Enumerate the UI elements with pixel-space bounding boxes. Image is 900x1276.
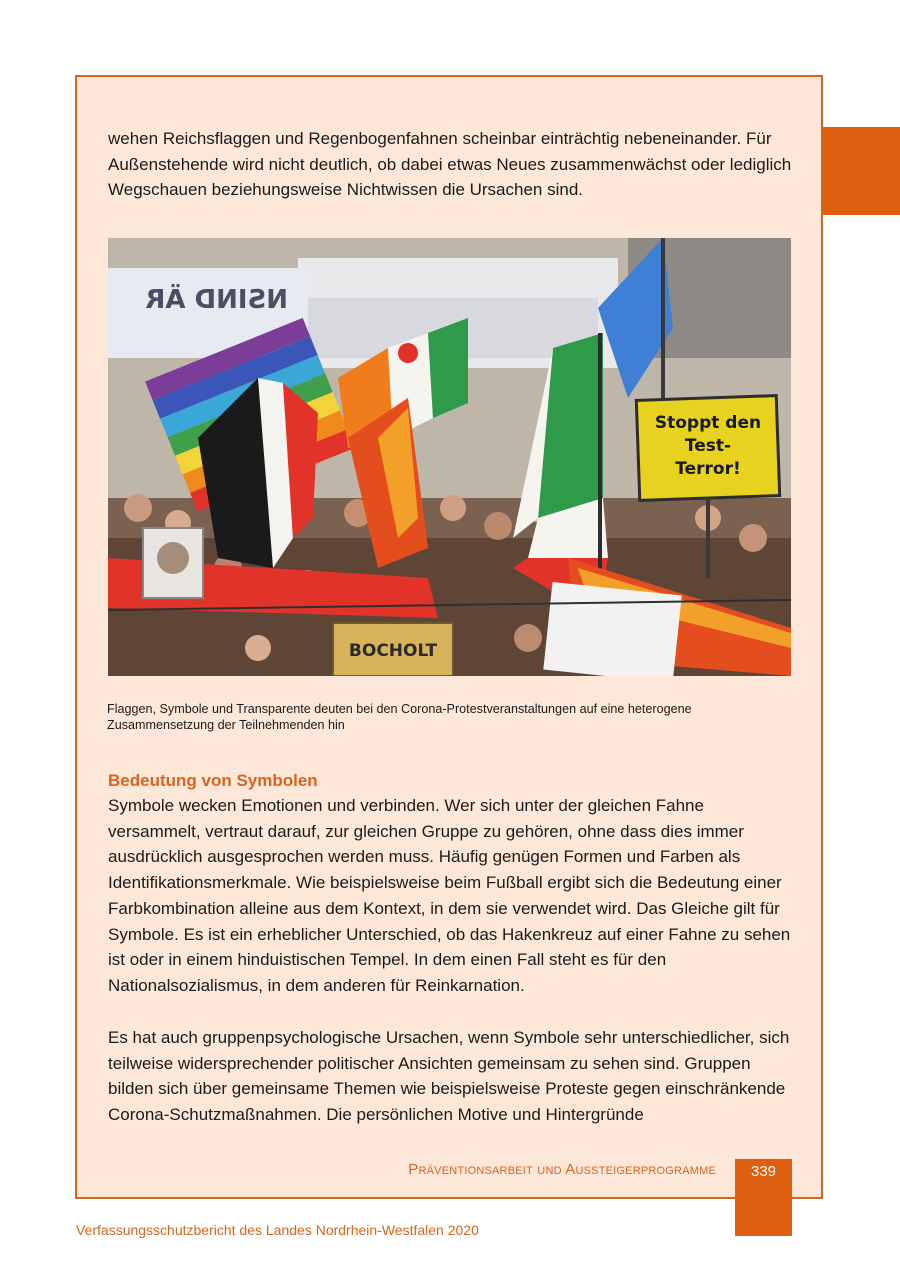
section-heading: Bedeutung von Symbolen xyxy=(108,771,318,790)
running-footer-title: Präventionsarbeit und Aussteigerprogramme xyxy=(408,1161,716,1178)
protest-photo xyxy=(108,238,791,676)
chapter-tab-marker xyxy=(823,127,900,215)
page-number: 339 xyxy=(750,1163,777,1180)
svg-text:Test-: Test- xyxy=(684,436,732,456)
page-number-box xyxy=(735,1159,792,1236)
bocholt-sign xyxy=(333,623,453,676)
handwritten-sign xyxy=(543,582,681,676)
svg-text:BOCHOLT: BOCHOLT xyxy=(348,641,438,661)
svg-text:Terror!: Terror! xyxy=(675,459,741,479)
photo-caption: Flaggen, Symbole und Transparente deuten bei den Corona-Protestveranstaltungen auf eine heterogene Zusammensetzung der Teilnehmenden hin xyxy=(107,702,692,732)
portrait-sign xyxy=(143,528,203,598)
paragraph-symbols: Symbole wecken Emotionen und verbinden. Wer sich unter der gleichen Fahne versammelt, vertraut darauf, zur gleichen Gruppe zu gehören, ohne dass dies immer ausdrücklich ausgesprochen werden muss. Häufig genügen Formen und Farben als Identifikationsmerkmale. Wie beispielsweise beim Fußball ergibt sich die Bedeutung einer Farbkombination alleine aus dem Kontext, in dem sie verwendet wird. Das Gleiche gilt für Symbole. Es ist ein erheblicher Unterschied, ob das Hakenkreuz auf einer Fahne zu sehen ist oder in einem hinduistischen Tempel. In dem einen Fall steht es für den Nationalsozialismus, in dem anderen für Reinkarnation. xyxy=(108,796,791,995)
paragraph-group-psychology: Es hat auch gruppenpsychologische Ursachen, wenn Symbole sehr unterschiedlicher, sich teilweise widersprechender politischer Ansichten gemeinsam zu sehen sind. Gruppen bilden sich über gemeinsame Themen wie beispielsweise Proteste gegen einschränkende Corona-Schutzmaßnahmen. Die persönlichen Motive und Hintergründe xyxy=(108,1028,790,1125)
publication-title: Verfassungsschutzbericht des Landes Nordrhein-Westfalen 2020 xyxy=(76,1222,479,1238)
svg-text:NSIND ÄR: NSIND ÄR xyxy=(145,285,288,315)
svg-text:Stoppt den: Stoppt den xyxy=(654,413,762,433)
intro-paragraph: wehen Reichsflaggen und Regenbogenfahnen scheinbar einträchtig nebeneinander. Für Außenstehende wird nicht deutlich, ob dabei etwas Neues zusammenwächst oder lediglich Wegschauen beziehungsweise Nichtwissen die Ursachen sind. xyxy=(108,129,792,200)
